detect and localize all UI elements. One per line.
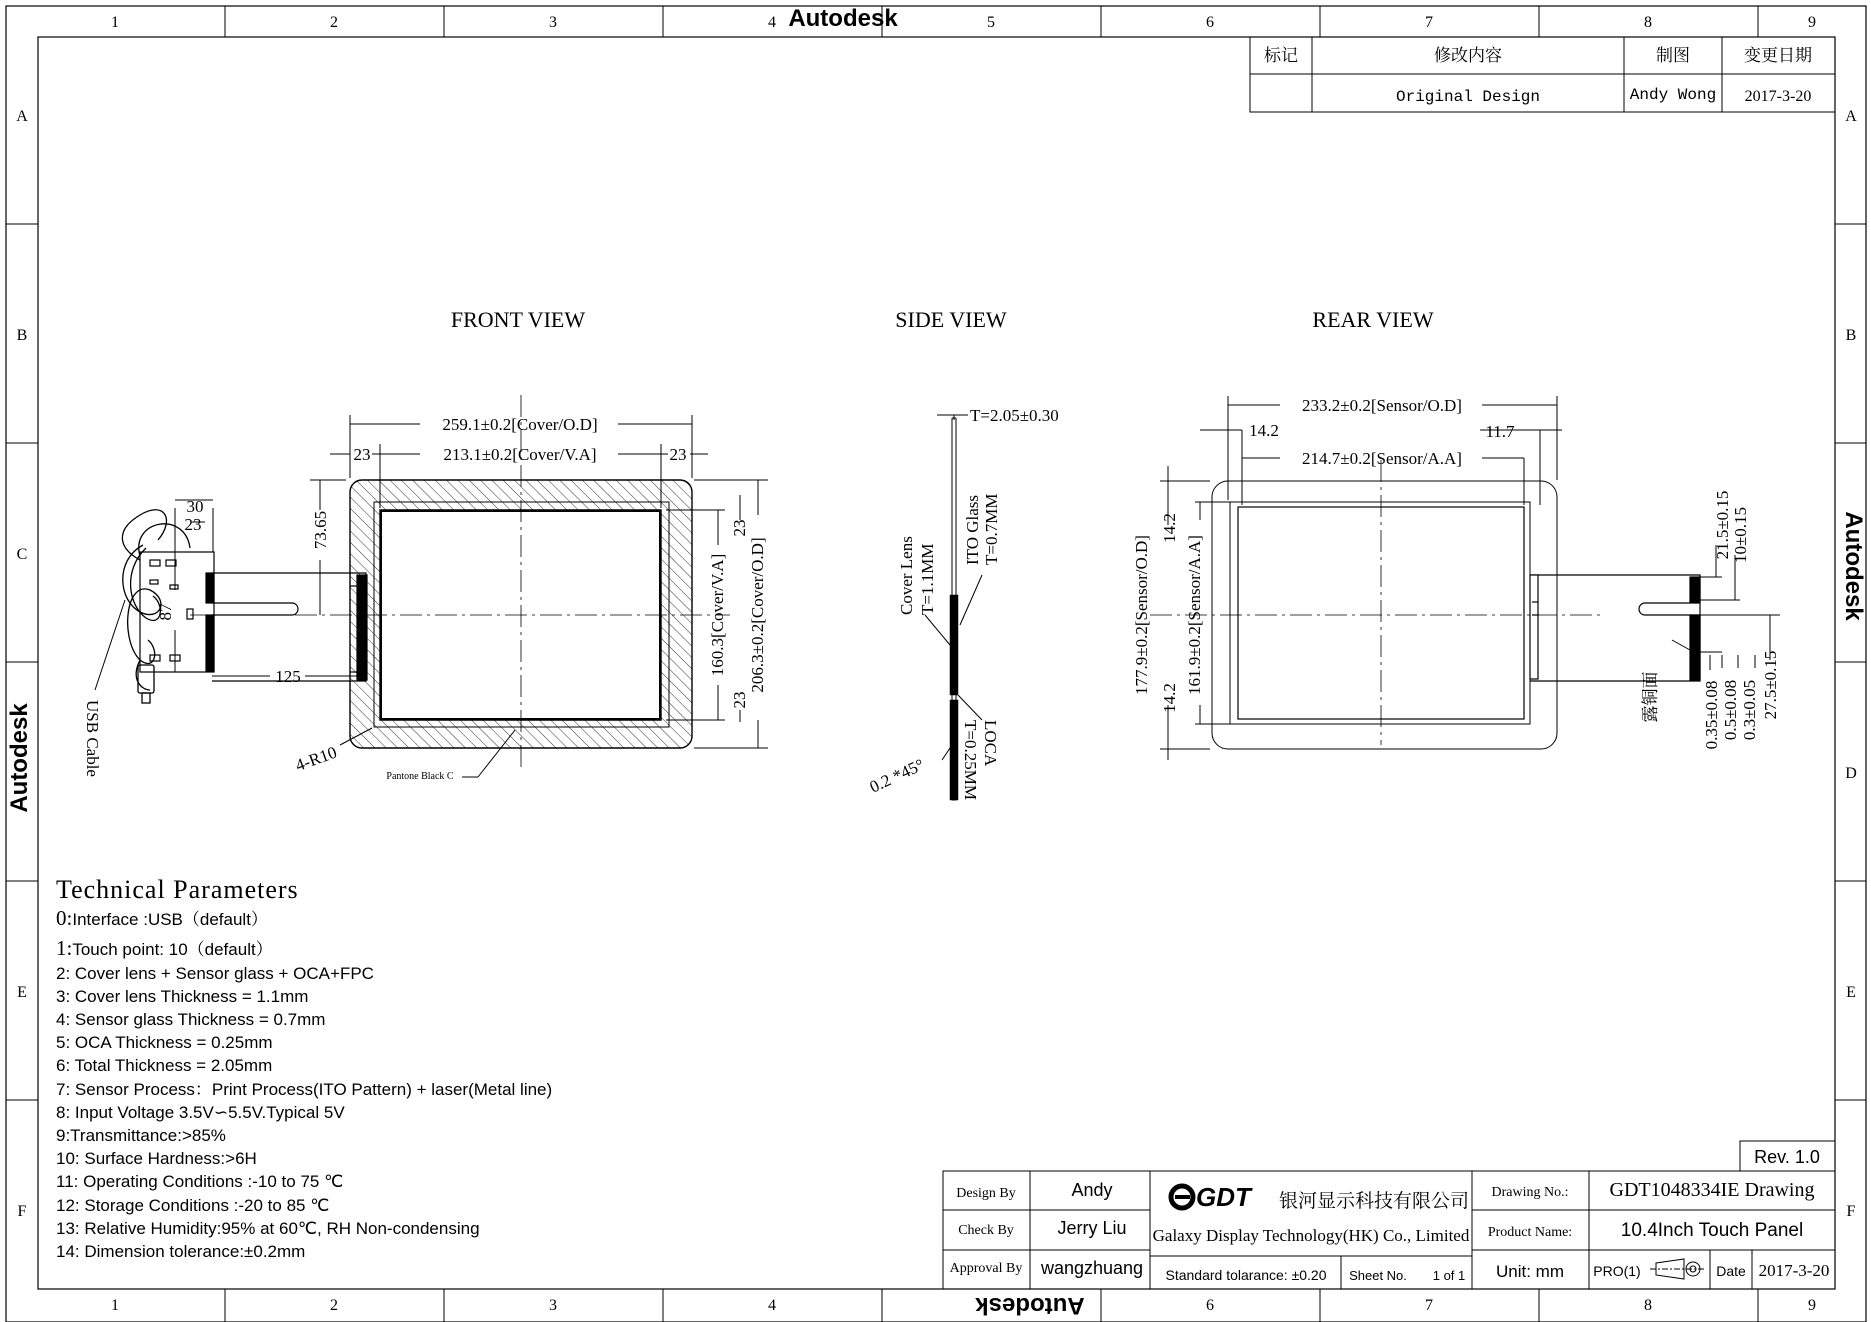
rev-number: Rev. 1.0 (1754, 1147, 1820, 1167)
row-label-a: A (16, 108, 28, 125)
dim-23-left: 23 (353, 445, 371, 464)
col-label-2-bottom: 2 (330, 1297, 338, 1314)
dim-sensor-aa: 214.7±0.2[Sensor/A.A] (1302, 449, 1462, 468)
tech-item-11: 11: Operating Conditions :-10 to 75 ℃ (56, 1172, 344, 1192)
side-cover-lens: Cover Lens (897, 536, 916, 615)
rev-drawn: Andy Wong (1629, 86, 1717, 104)
col-label-1-bottom: 1 (111, 1297, 119, 1314)
dim-142-bottom: 14.2 (1160, 683, 1179, 713)
rev-date: 2017-3-20 (1744, 88, 1812, 105)
product-name-value: 10.4Inch Touch Panel (1620, 1220, 1804, 1241)
exposed-copper: 露铜面 (1641, 671, 1660, 723)
rev-content: Original Design (1395, 88, 1541, 106)
side-loca-t: T=0.25MM (961, 720, 980, 800)
side-view-title: SIDE VIEW (895, 307, 1007, 332)
tech-item-0 (56, 907, 756, 931)
side-loca: LOCA (981, 720, 1000, 767)
pantone-label: Pantone Black C (386, 771, 454, 782)
col-label-8-bottom: 8 (1644, 1297, 1652, 1314)
side-ito-t: T=0.7MM (982, 493, 1001, 565)
dim-cover-od: 259.1±0.2[Cover/O.D] (442, 415, 598, 434)
technical-parameters (56, 875, 756, 1263)
tech-item-1-num: 1: (56, 936, 73, 961)
row-label-b: B (16, 327, 28, 344)
company-cn: 银河显示科技有限公司 (1279, 1191, 1470, 1212)
dim-v-sensor-od: 177.9±0.2[Sensor/O.D] (1132, 535, 1151, 695)
fpc-05: 0.5±0.08 (1721, 679, 1740, 741)
approval-by-label: Approval By (949, 1261, 1023, 1276)
row-label-d-right: D (1845, 765, 1857, 782)
row-label-c: C (16, 546, 28, 563)
pro-label: PRO(1) (1593, 1263, 1641, 1279)
side-cover-t: T=1.1MM (918, 543, 937, 615)
check-by-value: Jerry Liu (1057, 1218, 1127, 1238)
front-view-title: FRONT VIEW (450, 307, 586, 332)
tech-item-0-num: 0: (56, 906, 73, 931)
fpc-215: 21.5±0.15 (1713, 490, 1732, 560)
dim-v-sensor-aa: 161.9±0.2[Sensor/A.A] (1185, 535, 1204, 695)
tech-item-10: 10: Surface Hardness:>6H (56, 1149, 257, 1169)
col-label-7: 7 (1425, 14, 1433, 31)
autodesk-left: Autodesk (6, 703, 33, 813)
unit: Unit: mm (1496, 1262, 1564, 1281)
dim-30: 30 (186, 497, 204, 516)
date-value: 2017-3-20 (1758, 1261, 1830, 1280)
usb-cable-drawing (95, 510, 190, 703)
tech-item-5: 5: OCA Thickness = 0.25mm (56, 1033, 273, 1053)
sheet-value: 1 of 1 (1432, 1268, 1466, 1283)
row-label-a-right: A (1845, 108, 1857, 125)
date-label: Date (1716, 1263, 1746, 1279)
col-label-2: 2 (330, 14, 338, 31)
rear-view (1132, 396, 1780, 760)
drawing-no-value: GDT1048334IE Drawing (1609, 1179, 1815, 1201)
autodesk-right: Autodesk (1840, 511, 1867, 621)
dim-sensor-od: 233.2±0.2[Sensor/O.D] (1302, 396, 1462, 415)
col-label-4-bottom: 4 (768, 1297, 776, 1314)
col-label-6: 6 (1206, 14, 1214, 31)
design-by-value: Andy (1071, 1180, 1113, 1200)
dim-23-bottom: 23 (730, 691, 749, 709)
rev-header-content: 修改内容 (1434, 46, 1502, 65)
usb-cable-label: USB Cable (83, 700, 102, 777)
side-chamfer: 0.2 *45° (866, 754, 928, 797)
tech-item-3: 3: Cover lens Thickness = 1.1mm (56, 986, 309, 1006)
approval-by-value: wangzhuang (1040, 1258, 1144, 1278)
logo-text: GDT (1196, 1182, 1251, 1212)
tolerance: Standard tolarance: ±0.20 (1165, 1267, 1327, 1283)
row-label-f: F (17, 1203, 27, 1220)
sheet-label: Sheet No. (1349, 1268, 1407, 1283)
row-label-f-right: F (1846, 1203, 1856, 1220)
radius-label: 4-R10 (292, 742, 340, 776)
dim-23-cable: 23 (184, 515, 202, 534)
tech-item-13: 13: Relative Humidity:95% at 60℃, RH Non-condensing (56, 1218, 480, 1238)
row-label-e-right: E (1846, 984, 1856, 1001)
dim-87: 87 (156, 603, 175, 621)
tech-item-7: 7: Sensor Process：Print Process(ITO Pattern) + laser(Metal line) (56, 1079, 553, 1099)
gdt-logo-icon (1171, 1186, 1193, 1208)
check-by-label: Check By (958, 1223, 1014, 1238)
tech-item-1 (56, 937, 756, 961)
col-label-1: 1 (111, 14, 119, 31)
col-label-3: 3 (549, 14, 557, 31)
fpc-275: 27.5±0.15 (1761, 650, 1780, 720)
col-label-6-bottom: 6 (1206, 1297, 1214, 1314)
fpc-035: 0.35±0.08 (1702, 680, 1721, 750)
dim-v-od: 206.3±0.2[Cover/O.D] (748, 537, 767, 693)
col-label-9: 9 (1808, 14, 1816, 31)
company-en: Galaxy Display Technology(HK) Co., Limited (1152, 1226, 1470, 1245)
tech-item-6: 6: Total Thickness = 2.05mm (56, 1056, 273, 1076)
side-total-thickness: T=2.05±0.30 (970, 406, 1059, 425)
fpc-10: 10±0.15 (1731, 506, 1750, 564)
side-ito-glass: ITO Glass (963, 494, 982, 565)
tech-item-0-text: Interface :USB（default） (72, 910, 268, 930)
dim-v-va: 160.3[Cover/V.A] (708, 553, 727, 677)
tech-item-14: 14: Dimension tolerance:±0.2mm (56, 1242, 306, 1262)
rev-header-mark: 标记 (1264, 46, 1298, 65)
dim-cover-va: 213.1±0.2[Cover/V.A] (443, 445, 597, 464)
design-by-label: Design By (956, 1186, 1016, 1201)
tech-item-12: 12: Storage Conditions :-20 to 85 ℃ (56, 1195, 330, 1215)
dim-7365: 73.65 (311, 510, 330, 550)
row-label-b-right: B (1845, 327, 1857, 344)
drawing-no-label: Drawing No.: (1491, 1185, 1569, 1200)
fpc-03: 0.3±0.05 (1740, 679, 1759, 741)
col-label-4: 4 (768, 14, 776, 31)
dim-142-left: 14.2 (1249, 421, 1279, 440)
col-label-8: 8 (1644, 14, 1652, 31)
tech-title: Technical Parameters (56, 875, 299, 904)
side-view (867, 406, 1059, 800)
product-name-label: Product Name: (1487, 1225, 1573, 1240)
rev-header-drawn: 制图 (1656, 46, 1690, 65)
projection-symbol-icon (1650, 1259, 1704, 1279)
col-label-5: 5 (987, 14, 995, 31)
tech-item-2: 2: Cover lens + Sensor glass + OCA+FPC (56, 963, 374, 983)
rev-header-date: 变更日期 (1744, 46, 1812, 65)
row-label-e: E (17, 984, 27, 1001)
front-view (83, 395, 768, 782)
dim-125: 125 (275, 667, 301, 686)
rear-view-title: REAR VIEW (1312, 307, 1434, 332)
tech-item-8: 8: Input Voltage 3.5V∽5.5V.Typical 5V (56, 1102, 345, 1122)
autodesk-top: Autodesk (788, 5, 898, 32)
autodesk-bottom: Autodesk (975, 1292, 1085, 1319)
dim-23-right: 23 (669, 445, 687, 464)
dim-117: 11.7 (1485, 422, 1515, 441)
dim-142-top: 14.2 (1160, 513, 1179, 543)
dim-23-top: 23 (730, 519, 749, 537)
col-label-3-bottom: 3 (549, 1297, 557, 1314)
col-label-9-bottom: 9 (1808, 1297, 1816, 1314)
tech-item-1-text: Touch point: 10（default） (72, 940, 273, 960)
tech-item-9: 9:Transmittance:>85% (56, 1126, 226, 1146)
col-label-7-bottom: 7 (1425, 1297, 1433, 1314)
tech-item-4: 4: Sensor glass Thickness = 0.7mm (56, 1010, 326, 1030)
